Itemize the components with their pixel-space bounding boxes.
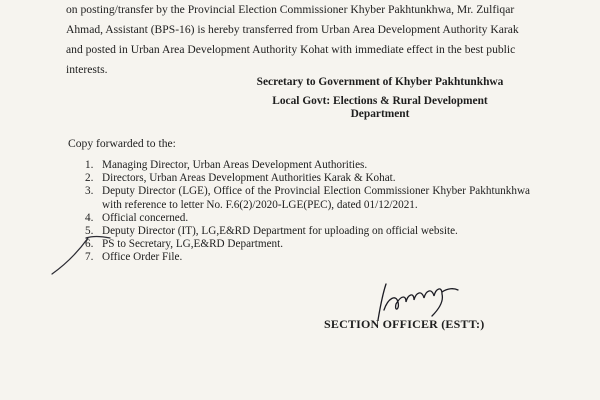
order-line: and posted in Urban Area Development Authority Kohat with immediate effect in the best public [66,43,516,56]
list-item-text: PS to Secretary, LG,E&RD Department. [102,238,284,251]
copy-forwarded-heading: Copy forwarded to the: [68,137,176,150]
list-item-number: 7. [85,251,94,264]
order-line: interests. [66,63,108,76]
list-item [85,251,530,264]
list-item-text: Deputy Director (IT), LG,E&RD Department for uploading on official website. [102,225,458,238]
order-line: Ahmad, Assistant (BPS-16) is hereby transferred from Urban Area Development Authority Karak [66,23,519,36]
list-item-text: Deputy Director (LGE), Office of the Provincial Election Commissioner Khyber Pakhtunkhwa with reference to letter No. F.6(2)/2020-LGE(PEC), dated 01/12/2021. [102,185,530,211]
list-item-number: 6. [85,238,94,251]
list-item-number: 4. [85,211,94,224]
list-item [85,212,530,225]
list-item [85,172,530,185]
distribution-list [85,159,530,265]
signatory-title: Secretary to Government of Khyber Pakhtunkhwa [256,76,504,88]
list-item [85,238,530,251]
list-item-text: Directors, Urban Areas Development Authorities Karak & Kohat. [102,172,396,185]
list-item-text: Managing Director, Urban Areas Development Authorities. [102,159,368,171]
list-item-text: Office Order File. [102,251,183,264]
pen-tick-mark [48,230,118,280]
list-item-number: 1. [85,159,94,171]
order-paragraph [66,0,536,80]
list-item-number: 3. [85,185,94,198]
list-item-number: 2. [85,172,94,185]
list-item [85,225,530,238]
signatory-department: Local Govt: Elections & Rural Development [272,95,488,107]
list-item [85,159,530,172]
list-item-text: Official concerned. [102,211,189,224]
order-line: on posting/transfer by the Provincial Election Commissioner Khyber Pakhtunkhwa, Mr. Zulfiqar [66,3,515,16]
list-item-number: 5. [85,225,94,238]
signatory-department-cont: Department [350,108,410,120]
list-item [85,185,530,211]
section-officer-designation: SECTION OFFICER (ESTT:) [324,317,485,331]
